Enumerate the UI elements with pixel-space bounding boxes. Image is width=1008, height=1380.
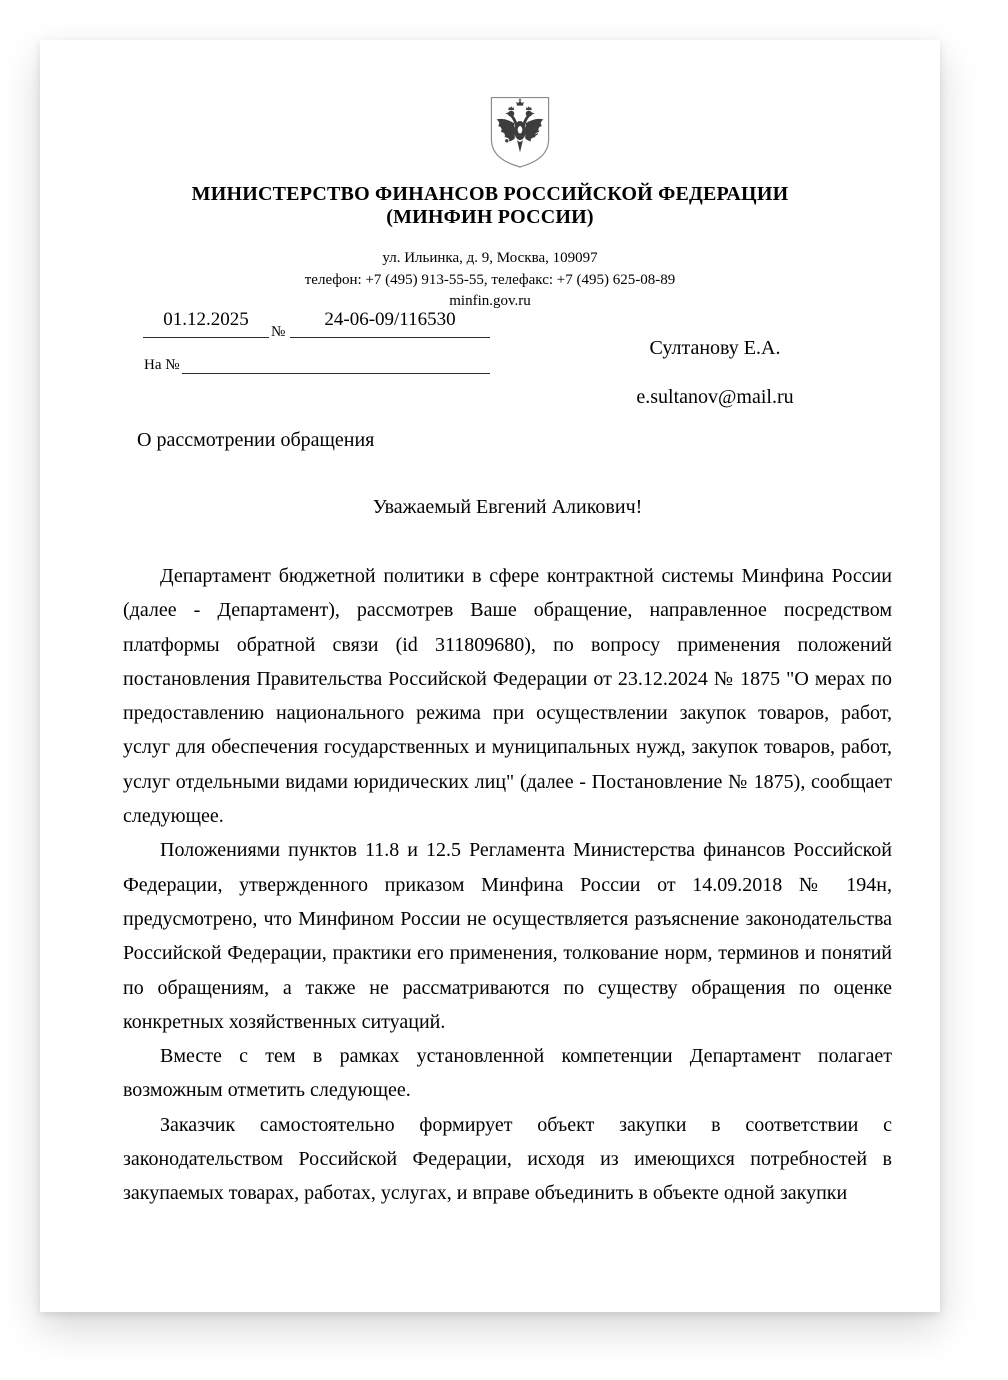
recipient-email: e.sultanov@mail.ru: [636, 386, 794, 408]
subject-line: О рассмотрении обращения: [137, 429, 375, 451]
body-paragraph: Департамент бюджетной политики в сфере контрактной системы Минфина России (далее - Департамент), рассмотрев Ваше обращение, направленное посредством платформы обратной связи (id 311809680), по вопросу применения положений постановления Правительства Российской Федерации от 23.12.2024 № 1875 "О мерах по предоставлению национального режима при осуществлении закупок товаров, работ, услуг для обеспечения государственных и муниципальных нужд, закупок товаров, работ, услуг отдельными видами юридических лиц" (далее - Постановление № 1875), сообщает следующее.: [123, 565, 892, 828]
salutation: Уважаемый Евгений Аликович!: [372, 496, 643, 518]
letterhead-contacts: [40, 248, 940, 313]
ministry-short-name: (МИНФИН РОССИИ): [386, 206, 594, 228]
recipient-block: [592, 337, 838, 409]
body-paragraph: Вместе с тем в рамках установленной компетенции Департамент полагает возможным отметить следующее.: [123, 1045, 892, 1102]
outgoing-date-field: 01.12.2025: [143, 309, 269, 338]
ministry-name: МИНИСТЕРСТВО ФИНАНСОВ РОССИЙСКОЙ ФЕДЕРАЦИИ: [191, 183, 789, 205]
recipient-name: Султанову Е.А.: [649, 337, 781, 359]
reply-to-field: [182, 346, 490, 374]
number-sign-label: №: [271, 324, 286, 340]
body-paragraph: Положениями пунктов 11.8 и 12.5 Регламента Министерства финансов Российской Федерации, утвержденного приказом Минфина России от 14.09.2018 № 194н, предусмотрено, что Минфином России не осуществляется разъяснение законодательства Российской Федерации, практики его применения, толкование норм, терминов и понятий по обращениям, а также не рассматриваются по существу обращения по оценке конкретных хозяйственных ситуаций.: [123, 839, 892, 1033]
letter-page: [40, 40, 940, 1312]
outgoing-number-field: 24-06-09/116530: [290, 309, 490, 338]
letterhead-phone: телефон: +7 (495) 913-55-55, телефакс: +7 (495) 625-08-89: [304, 271, 676, 288]
coat-of-arms-icon: [487, 95, 553, 169]
letterhead-website: minfin.gov.ru: [449, 293, 531, 309]
letter-body: [123, 559, 892, 1211]
reply-to-label: На №: [144, 357, 180, 373]
letterhead-address: ул. Ильинка, д. 9, Москва, 109097: [382, 250, 598, 266]
body-paragraph: Заказчик самостоятельно формирует объект закупки в соответствии с законодательством Российской Федерации, исходя из имеющихся потребностей в закупаемых товарах, работах, услугах, и вправе объединить в объекте одной закупки: [123, 1113, 892, 1205]
letterhead-title: [40, 183, 940, 229]
